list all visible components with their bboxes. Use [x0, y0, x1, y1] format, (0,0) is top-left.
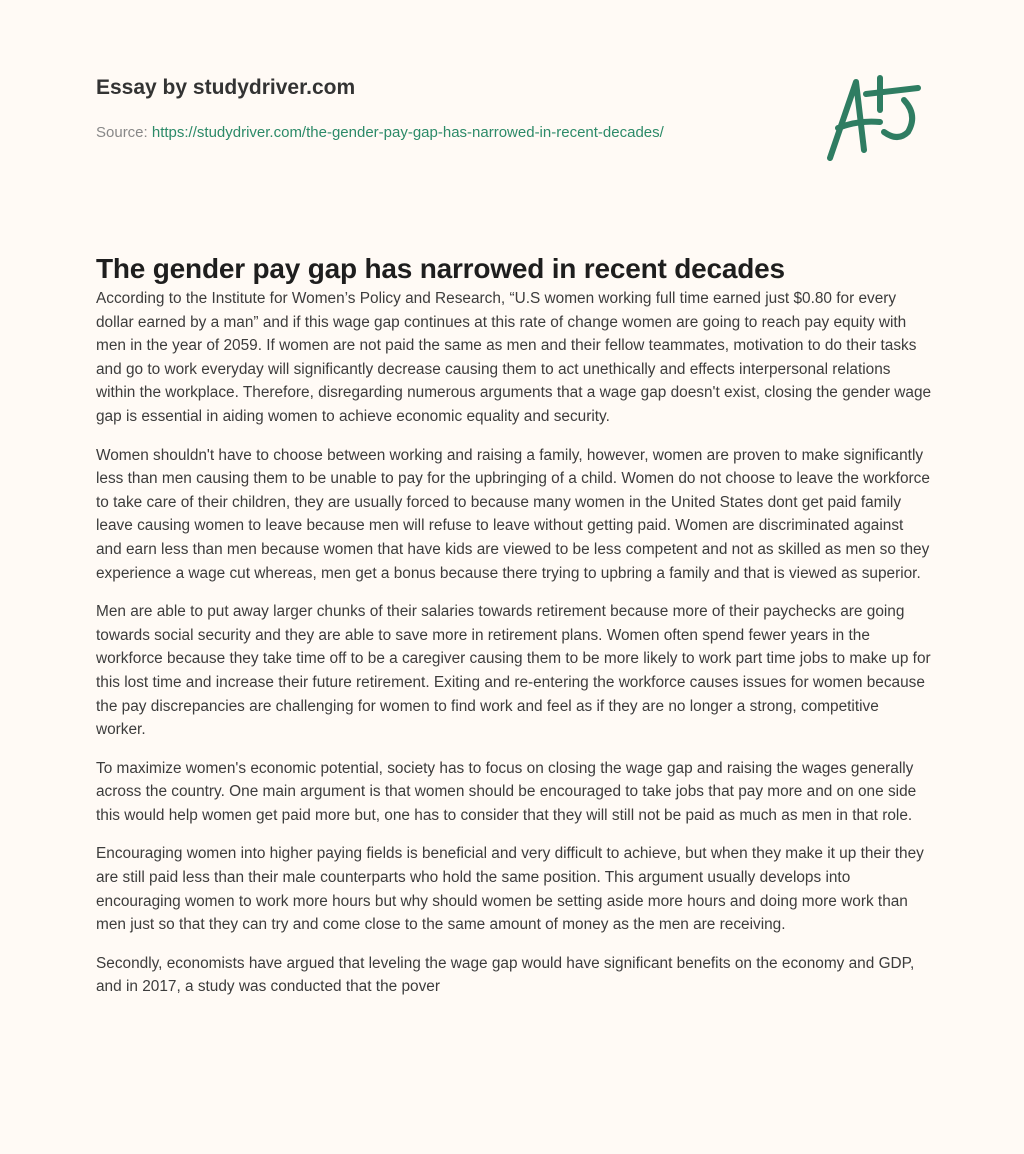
site-brand: Essay by studydriver.com: [96, 76, 356, 99]
paragraph: To maximize women's economic potential, society has to focus on closing the wage gap and raising the wages generally across the country. One main argument is that women should be encouraged to take jobs that pay more and on one side this would help women get paid more but, one has to consider that they will still not be paid as much as men in that role.: [96, 759, 917, 824]
a-plus-logo-icon: [818, 70, 928, 165]
paragraph: Men are able to put away larger chunks of their salaries towards retirement because more of their paychecks are going towards social security and they are able to save more in retirement plans. Women often spend fewer years in the workforce because they take time off to be a caregiver causing them to be more likely to work part time jobs to make up for this lost time and increase their future retirement. Exiting and re-entering the workforce causes issues for women because the pay discrepancies are challenging for women to find work and feel as if they are no longer a strong, competitive worker.: [96, 603, 931, 739]
source-line: [96, 124, 664, 141]
essay-body: [96, 287, 932, 1014]
paragraph: Women shouldn't have to choose between working and raising a family, however, women are proven to make significantly less than men causing them to be unable to pay for the upbringing of a child. Women do not choose to leave the workforce to take care of their children, they are usually forced to because many women in the United States dont get paid family leave causing women to leave because men will refuse to leave without getting paid. Women are discriminated against and earn less than men because women that have kids are viewed to be less competent and not as skilled as men so they experience a wage cut whereas, men get a bonus because there trying to upbring a family and that is viewed as superior.: [96, 446, 930, 582]
source-link[interactable]: https://studydriver.com/the-gender-pay-gap-has-narrowed-in-recent-decades/: [151, 124, 664, 141]
page-title: The gender pay gap has narrowed in recent decades: [96, 253, 785, 284]
paragraph: Secondly, economists have argued that leveling the wage gap would have significant benefits on the economy and GDP, and in 2017, a study was conducted that the pover: [96, 954, 915, 996]
source-label: Source:: [96, 124, 148, 141]
paragraph: According to the Institute for Women’s Policy and Research, “U.S women working full time earned just $0.80 for every dollar earned by a man” and if this wage gap continues at this rate of change women are going to reach pay equity with men in the year of 2059. If women are not paid the same as men and their fellow teammates, motivation to do their tasks and go to work everyday will significantly decrease causing them to act unethically and effects interpersonal relations within the workplace. Therefore, disregarding numerous arguments that a wage gap doesn't exist, closing the gender wage gap is essential in aiding women to achieve economic equality and security.: [96, 290, 932, 425]
paragraph: Encouraging women into higher paying fields is beneficial and very difficult to achieve, but when they make it up their they are still paid less than their male counterparts who hold the same position. This argument usually develops into encouraging women to work more hours but why should women be setting aside more hours and doing more work than men just so that they can try and come close to the same amount of money as the men are receiving.: [96, 845, 924, 934]
